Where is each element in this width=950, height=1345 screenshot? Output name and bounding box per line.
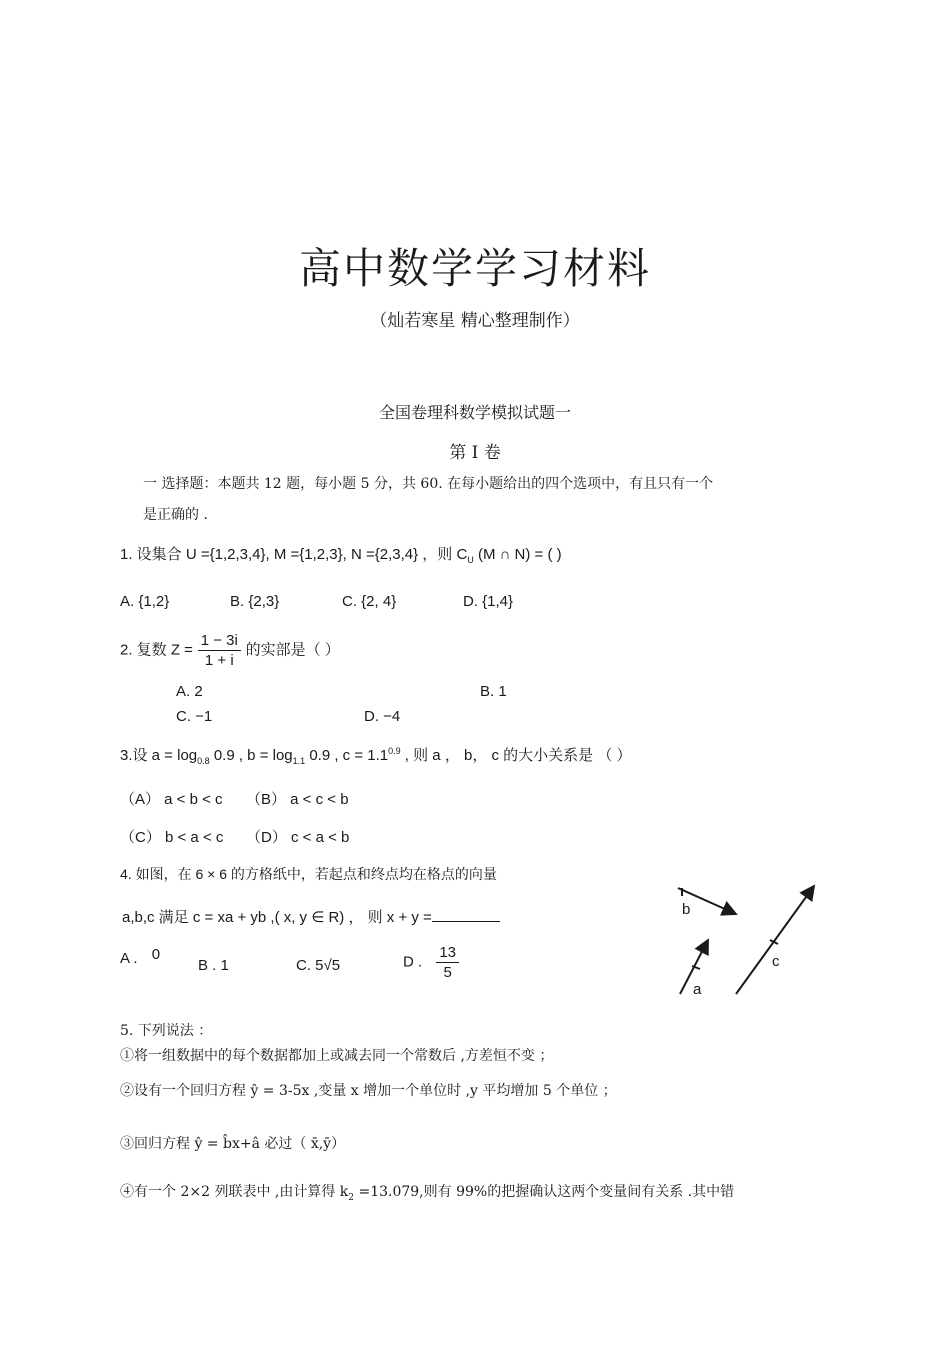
q2-numerator: 1 − 3i [198, 632, 241, 651]
q5-statement-3: ③回归方程 ŷ = b̂x+â 必过（ x̄,ȳ） [120, 1136, 346, 1152]
q4-option-a [120, 946, 161, 967]
q1-stem: 1. 设集合 U ={1,2,3,4}, M ={1,2,3}, N ={2,3,4} ，则 C [120, 546, 468, 563]
q4-option-d-fraction [436, 944, 459, 981]
q4-option-d-label: D . [403, 953, 423, 971]
q4-option-d-num: 13 [436, 944, 459, 963]
q4-condition-text: a,b,c 满足 c = xa + yb ,( x, y ∈ R) ， 则 x + y = [122, 909, 432, 926]
section-instructions: 一 选择题：本题共 12 题，每小题 5 分，共 60. 在每小题给出的四个选项中，有且只有一个 [143, 476, 714, 492]
label-c: c [772, 953, 780, 970]
q3-option-c: （C） b < a < c [120, 829, 224, 846]
q2-option-a: A. 2 [176, 683, 203, 700]
q3-sup: 0.9 [388, 746, 401, 756]
section-instructions-cont: 是正确的 . [143, 507, 208, 523]
q1-tail: (M ∩ N) = ( ) [473, 546, 562, 563]
q4-option-a-value: 0 [151, 946, 161, 963]
q4-condition [122, 906, 500, 927]
exam-name: 全国卷理科数学模拟试题一 [378, 403, 571, 422]
q3-part1: 3.设 a = log [120, 747, 198, 764]
question-1 [120, 543, 562, 565]
vector-figure [668, 878, 828, 1002]
q5-statement-4-sub: 2 [348, 1192, 355, 1203]
q1-option-a: A. {1,2} [120, 593, 170, 610]
q2-option-d: D. −4 [364, 708, 401, 725]
page-title: 高中数学学习材料 [298, 244, 651, 293]
q5-statement-1: ①将一组数据中的每个数据都加上或减去同一个常数后 ,方差恒不变 ； [120, 1048, 554, 1064]
q2-fraction [198, 632, 241, 669]
q3-option-b: （B） a < c < b [246, 791, 349, 808]
q3-sub2: 1.1 [292, 756, 306, 766]
q1-option-c: C. {2, 4} [342, 593, 397, 610]
q5-statement-4 [120, 1181, 734, 1203]
exam-part: 第 I 卷 [449, 443, 501, 463]
vector-c [736, 886, 814, 994]
question-5: 5. 下列说法 ： [120, 1023, 213, 1039]
q3-part2: 0.9 , b = log [209, 747, 293, 764]
q3-sub1: 0.8 [197, 756, 210, 766]
q2-option-b: B. 1 [480, 683, 507, 700]
q1-option-b: B. {2,3} [230, 593, 280, 610]
q5-statement-2: ②设有一个回归方程 ŷ = 3-5x ,变量 x 增加一个单位时 ,y 平均增加 5 个单位 ； [120, 1083, 617, 1099]
answer-blank [432, 907, 500, 922]
q2-option-c: C. −1 [176, 708, 213, 725]
q1-sub: U [467, 555, 474, 565]
q5-statement-4-b: =13.079,则有 99%的把握确认这两个变量间有关系 .其中错 [354, 1184, 735, 1200]
q2-suffix: 的实部是（ ） [245, 641, 340, 659]
q4-option-d-den: 5 [443, 964, 452, 981]
label-b: b [682, 901, 691, 918]
q3-option-d: （D） c < a < b [246, 829, 350, 846]
q3-part3: 0.9 , c = 1.1 [305, 747, 389, 764]
q3-part4: , 则 a ， b， c 的大小关系是 （ ） [400, 747, 632, 764]
q3-option-a: （A） a < b < c [120, 791, 223, 808]
page-subtitle: （灿若寒星 精心整理制作） [370, 311, 580, 331]
q4-option-d [403, 944, 459, 981]
q4-option-b: B . 1 [198, 957, 229, 974]
q5-statement-4-a: ④有一个 2×2 列联表中 ,由计算得 k [120, 1184, 349, 1200]
label-a: a [693, 981, 702, 998]
question-3 [120, 744, 632, 766]
q2-prefix: 2. 复数 Z = [120, 641, 193, 659]
question-4: 4. 如图，在 6 × 6 的方格纸中，若起点和终点均在格点的向量 [120, 866, 497, 882]
question-2 [120, 632, 340, 669]
q1-option-d: D. {1,4} [463, 593, 514, 610]
q4-option-c: C. 5√5 [296, 957, 341, 974]
q4-option-a-label: A . [120, 950, 138, 967]
q2-denominator: 1 + i [204, 652, 234, 669]
